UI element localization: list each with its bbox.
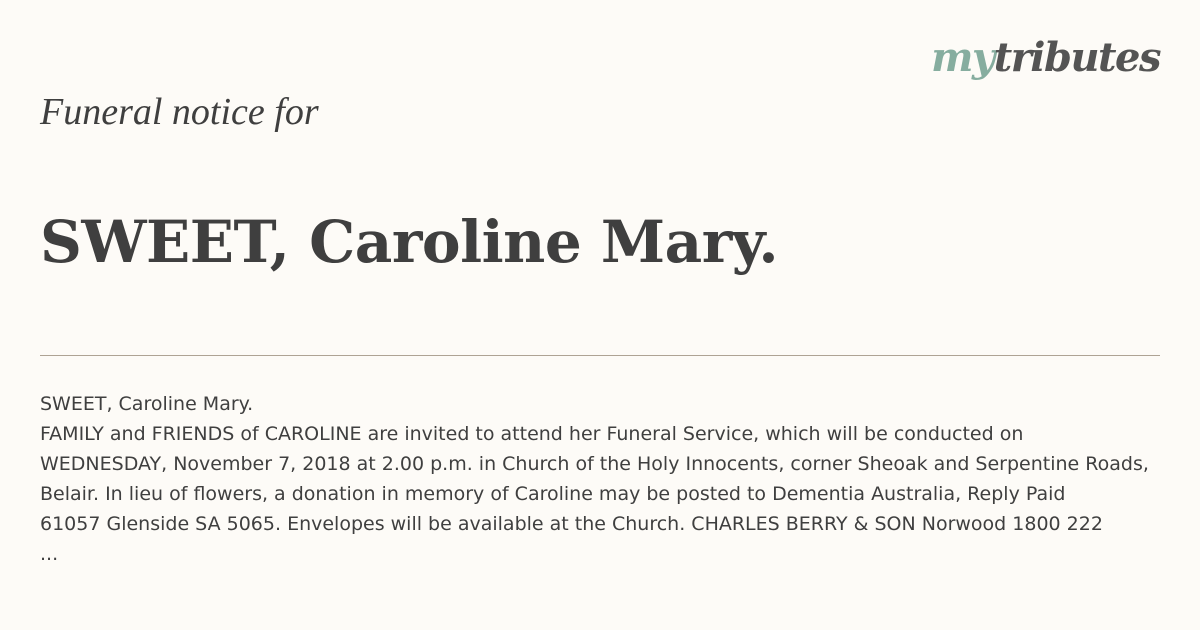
- notice-line: FAMILY and FRIENDS of CAROLINE are invited to attend her Funeral Service, which will be conducted on: [40, 423, 1024, 445]
- deceased-name-heading: SWEET, Caroline Mary.: [40, 208, 779, 276]
- divider: [40, 355, 1160, 356]
- mytributes-logo[interactable]: [931, 34, 1160, 82]
- notice-kicker: Funeral notice for: [40, 91, 319, 133]
- logo-suffix: tributes: [993, 34, 1160, 81]
- notice-body: [40, 389, 1170, 569]
- notice-line: 61057 Glenside SA 5065. Envelopes will be available at the Church. CHARLES BERRY & SON Norwood 1800 222: [40, 513, 1103, 535]
- notice-line: SWEET, Caroline Mary.: [40, 393, 254, 415]
- notice-ellipsis: ...: [40, 543, 59, 565]
- notice-line: WEDNESDAY, November 7, 2018 at 2.00 p.m. in Church of the Holy Innocents, corner Sheoak and Serpentine Roads,: [40, 453, 1149, 475]
- logo-prefix: my: [931, 34, 994, 81]
- notice-line: Belair. In lieu of flowers, a donation in memory of Caroline may be posted to Dementia Australia, Reply Paid: [40, 483, 1066, 505]
